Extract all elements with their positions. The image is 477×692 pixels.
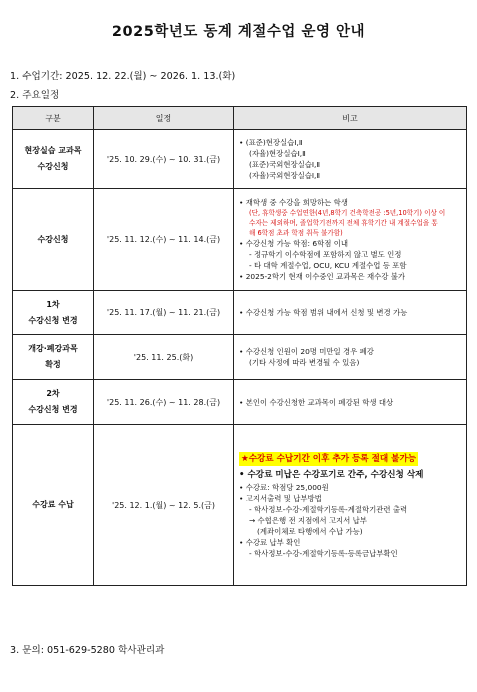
category-line: 수강료 수납 — [32, 500, 74, 509]
table-row — [13, 291, 467, 335]
note-line: • 수강신청 인원이 20명 미만일 경우 폐강 — [239, 347, 374, 356]
note-line: - 학사정보-수강-계절학기등록-계절학기관련 출력 — [249, 504, 408, 514]
row-notes — [234, 335, 467, 380]
category-line: 수강신청 — [37, 162, 69, 171]
category-line: 현장실습 교과목 — [24, 146, 82, 155]
note-line: (자율)현장실습Ⅰ,Ⅱ — [249, 149, 306, 158]
category-line: 1차 — [46, 299, 60, 309]
contact-info: 3. 문의: 051-629-5280 학사관리과 — [10, 645, 165, 656]
note-line: (계좌이체로 타행에서 수납 가능) — [257, 526, 363, 536]
category-line: 수강신청 변경 — [28, 405, 78, 414]
note-line: → 수협은행 전 지점에서 고지서 납부 — [249, 515, 367, 525]
row-category — [13, 335, 94, 380]
note-line: (자율)국외현장실습Ⅰ,Ⅱ — [249, 171, 321, 180]
row-notes — [234, 291, 467, 335]
note-line: • 수강료 미납은 수강포기로 간주, 수강신청 삭제 — [239, 469, 424, 480]
row-category — [13, 189, 94, 291]
note-line: - 학사정보-수강-계절학기등록-등록금납부확인 — [249, 548, 398, 558]
note-line: 수자는 제외하며, 졸업학기전까지 전체 휴학기간 내 계절수업을 통 — [249, 219, 438, 227]
row-date: '25. 10. 29.(수) ~ 10. 31.(금) — [94, 130, 234, 189]
note-line: (표준)국외현장실습Ⅰ,Ⅱ — [249, 160, 321, 169]
header-date: 일정 — [94, 107, 234, 130]
note-line: • 재학생 중 수강을 희망하는 학생 — [239, 198, 348, 207]
schedule-table — [12, 106, 467, 586]
note-line: • 수강신청 가능 학점 범위 내에서 신청 및 변경 가능 — [239, 308, 408, 317]
note-line: (기타 사정에 따라 변경될 수 있음) — [249, 358, 360, 367]
category-line: 2차 — [46, 389, 60, 398]
row-category — [13, 291, 94, 335]
note-line: • 고지서출력 및 납부방법 — [239, 493, 322, 503]
table-row — [13, 425, 467, 586]
note-line: - 타 대학 계절수업, OCU, KCU 계절수업 등 포함 — [249, 261, 407, 270]
category-line: 확정 — [45, 360, 61, 369]
row-notes — [234, 425, 467, 586]
row-date: '25. 11. 26.(수) ~ 11. 28.(금) — [94, 380, 234, 425]
note-line: • 수강료: 학점당 25,000원 — [239, 482, 329, 492]
note-line: 해 6학점 초과 학점 취득 불가함) — [249, 229, 343, 237]
note-line: - 정규학기 이수학점에 포함하지 않고 별도 인정 — [249, 250, 402, 259]
table-row — [13, 380, 467, 425]
row-notes — [234, 189, 467, 291]
payment-warning-highlight: ★수강료 수납기간 이후 추가 등록 절대 불가능 — [241, 453, 417, 464]
note-line: • 수강료 납부 확인 — [239, 537, 301, 547]
category-line: 개강·폐강과목 — [28, 344, 78, 353]
course-period: 1. 수업기간: 2025. 12. 22.(월) ~ 2026. 1. 13.(화) — [10, 71, 236, 82]
row-date: '25. 11. 12.(수) ~ 11. 14.(금) — [94, 189, 234, 291]
row-date: '25. 11. 25.(화) — [94, 335, 234, 380]
note-line: • (표준)현장실습Ⅰ,Ⅱ — [239, 138, 303, 147]
note-line: • 본인이 수강신청한 교과목이 폐강된 학생 대상 — [239, 397, 394, 407]
header-notes: 비고 — [234, 107, 467, 130]
row-category — [13, 425, 94, 586]
table-row — [13, 130, 467, 189]
row-date: '25. 11. 17.(월) ~ 11. 21.(금) — [94, 291, 234, 335]
header-category: 구분 — [13, 107, 94, 130]
category-line: 수강신청 — [37, 234, 69, 244]
table-row — [13, 335, 467, 380]
row-category — [13, 130, 94, 189]
page-title: 2025학년도 동계 계절수업 운영 안내 — [111, 24, 366, 40]
row-notes — [234, 130, 467, 189]
note-line: • 2025-2학기 현재 이수중인 교과목은 재수강 불가 — [239, 272, 406, 281]
table-row — [13, 189, 467, 291]
table-header-row — [13, 107, 467, 130]
note-line: (단, 휴학생중 수업연한(4년,8학기 건축학전공 :5년,10학기) 이상 이 — [249, 209, 446, 217]
row-notes — [234, 380, 467, 425]
note-line: • 수강신청 가능 학점: 6학점 이내 — [239, 239, 348, 248]
schedule-heading: 2. 주요일정 — [10, 90, 60, 101]
category-line: 수강신청 변경 — [28, 315, 78, 325]
row-category — [13, 380, 94, 425]
row-date: '25. 12. 1.(월) ~ 12. 5.(금) — [94, 425, 234, 586]
